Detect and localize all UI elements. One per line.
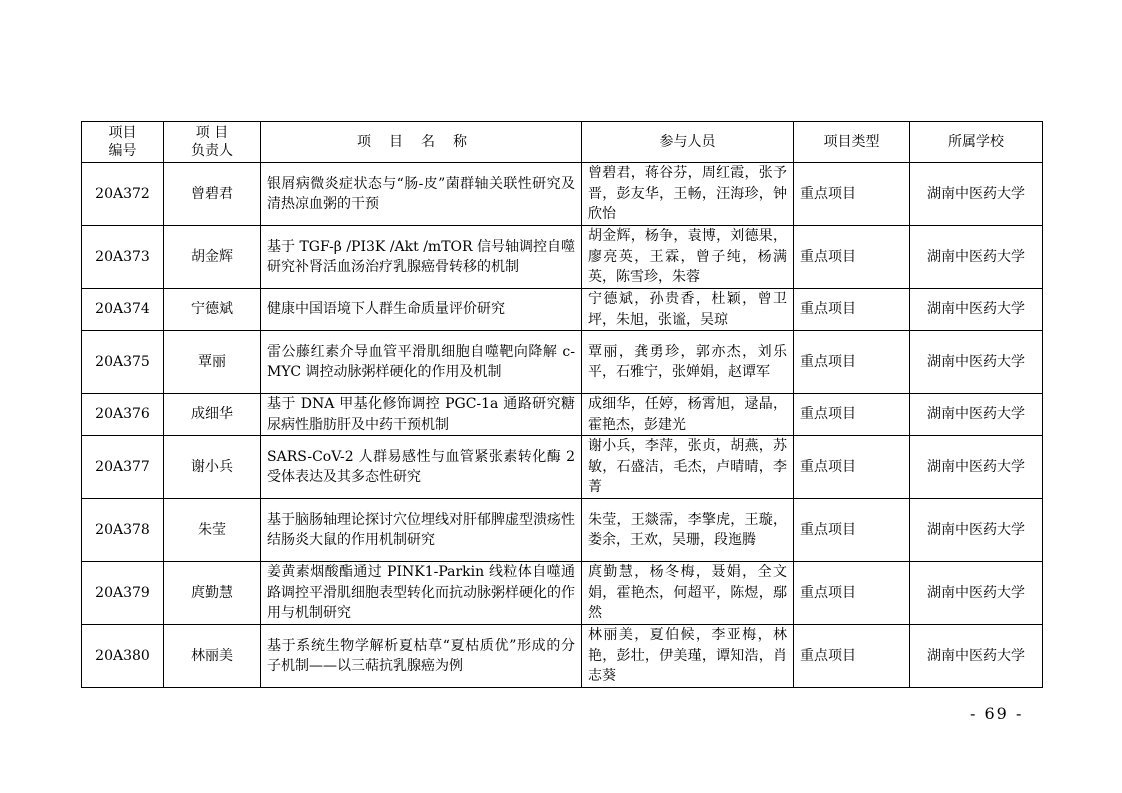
- project-type: 重点项目: [794, 226, 910, 289]
- project-type: 重点项目: [794, 562, 910, 625]
- project-table: [81, 121, 1043, 688]
- project-id: 20A375: [82, 331, 164, 394]
- project-school: 湖南中医药大学: [910, 436, 1043, 499]
- project-school: 湖南中医药大学: [910, 562, 1043, 625]
- table-row: [82, 436, 1043, 499]
- project-type: 重点项目: [794, 625, 910, 688]
- project-leader: 曾碧君: [164, 163, 261, 226]
- project-leader: 谢小兵: [164, 436, 261, 499]
- project-school: 湖南中医药大学: [910, 394, 1043, 436]
- table-row: [82, 163, 1043, 226]
- table-row: [82, 562, 1043, 625]
- project-school: 湖南中医药大学: [910, 625, 1043, 688]
- project-leader: 朱莹: [164, 499, 261, 562]
- table-row: [82, 331, 1043, 394]
- table-row: [82, 499, 1043, 562]
- header-school: 所属学校: [910, 122, 1043, 163]
- header-project-id: 项目 编号: [82, 122, 164, 163]
- project-school: 湖南中医药大学: [910, 331, 1043, 394]
- project-leader: 庹勤慧: [164, 562, 261, 625]
- project-type: 重点项目: [794, 331, 910, 394]
- project-members: 宁德斌，孙贵香，杜颖，曾卫坪，朱旭，张谧，吴琼: [582, 289, 794, 331]
- table-row: [82, 625, 1043, 688]
- project-type: 重点项目: [794, 289, 910, 331]
- project-school: 湖南中医药大学: [910, 289, 1043, 331]
- project-members: 朱莹，王燚霈，李擎虎，王璇，娄余，王欢，吴珊，段迤腾: [582, 499, 794, 562]
- project-leader: 林丽美: [164, 625, 261, 688]
- table-row: [82, 289, 1043, 331]
- project-school: 湖南中医药大学: [910, 499, 1043, 562]
- table-row: [82, 226, 1043, 289]
- table-row: [82, 394, 1043, 436]
- project-id: 20A376: [82, 394, 164, 436]
- project-school: 湖南中医药大学: [910, 226, 1043, 289]
- project-type: 重点项目: [794, 394, 910, 436]
- project-id: 20A379: [82, 562, 164, 625]
- project-type: 重点项目: [794, 499, 910, 562]
- project-name: 雷公藤红素介导血管平滑肌细胞自噬靶向降解 c-MYC 调控动脉粥样硬化的作用及机制: [261, 331, 582, 394]
- project-leader: 覃丽: [164, 331, 261, 394]
- project-id: 20A372: [82, 163, 164, 226]
- project-leader: 成细华: [164, 394, 261, 436]
- header-members: 参与人员: [582, 122, 794, 163]
- project-name: SARS-CoV-2 人群易感性与血管紧张素转化酶 2 受体表达及其多态性研究: [261, 436, 582, 499]
- header-row: [82, 122, 1043, 163]
- header-project-type: 项目类型: [794, 122, 910, 163]
- project-members: 成细华，任婷，杨霄旭，逯晶，霍艳杰，彭建光: [582, 394, 794, 436]
- project-leader: 胡金辉: [164, 226, 261, 289]
- project-id: 20A374: [82, 289, 164, 331]
- project-members: 谢小兵，李萍，张贞，胡燕，苏敏，石盛洁，毛杰，卢晴晴，李菁: [582, 436, 794, 499]
- project-type: 重点项目: [794, 163, 910, 226]
- project-school: 湖南中医药大学: [910, 163, 1043, 226]
- project-members: 庹勤慧，杨冬梅，聂娟，全文娟，霍艳杰，何超平，陈煜，鄢然: [582, 562, 794, 625]
- project-id: 20A377: [82, 436, 164, 499]
- header-project-name: 项目名称: [261, 122, 582, 163]
- project-members: 覃丽，龚勇珍，郭亦杰，刘乐平，石雅宁，张婵娟，赵谭军: [582, 331, 794, 394]
- project-members: 林丽美，夏伯候，李亚梅，林艳，彭壮，伊美瑾，谭知浩，肖志葵: [582, 625, 794, 688]
- project-type: 重点项目: [794, 436, 910, 499]
- project-id: 20A380: [82, 625, 164, 688]
- project-name: 基于 TGF-β /PI3K /Akt /mTOR 信号轴调控自噬研究补肾活血汤治疗乳腺癌骨转移的机制: [261, 226, 582, 289]
- project-members: 曾碧君，蒋谷芬，周红霞，张予晋，彭友华，王畅，汪海珍，钟欣怡: [582, 163, 794, 226]
- project-name: 基于 DNA 甲基化修饰调控 PGC-1a 通路研究糖尿病性脂肪肝及中药干预机制: [261, 394, 582, 436]
- project-members: 胡金辉，杨争，袁博，刘德果，廖亮英，王霖，曾子纯，杨满英，陈雪珍，朱蓉: [582, 226, 794, 289]
- project-name: 银屑病微炎症状态与“肠-皮”菌群轴关联性研究及清热凉血粥的干预: [261, 163, 582, 226]
- project-leader: 宁德斌: [164, 289, 261, 331]
- project-id: 20A378: [82, 499, 164, 562]
- project-name: 姜黄素烟酸酯通过 PINK1-Parkin 线粒体自噬通路调控平滑肌细胞表型转化而抗动脉粥样硬化的作用与机制研究: [261, 562, 582, 625]
- project-name: 基于系统生物学解析夏枯草“夏枯质优”形成的分子机制——以三萜抗乳腺癌为例: [261, 625, 582, 688]
- header-leader: 项 目 负责人: [164, 122, 261, 163]
- project-id: 20A373: [82, 226, 164, 289]
- page-number: - 69 -: [970, 704, 1024, 723]
- project-name: 健康中国语境下人群生命质量评价研究: [261, 289, 582, 331]
- project-name: 基于脑肠轴理论探讨穴位埋线对肝郁脾虚型溃疡性结肠炎大鼠的作用机制研究: [261, 499, 582, 562]
